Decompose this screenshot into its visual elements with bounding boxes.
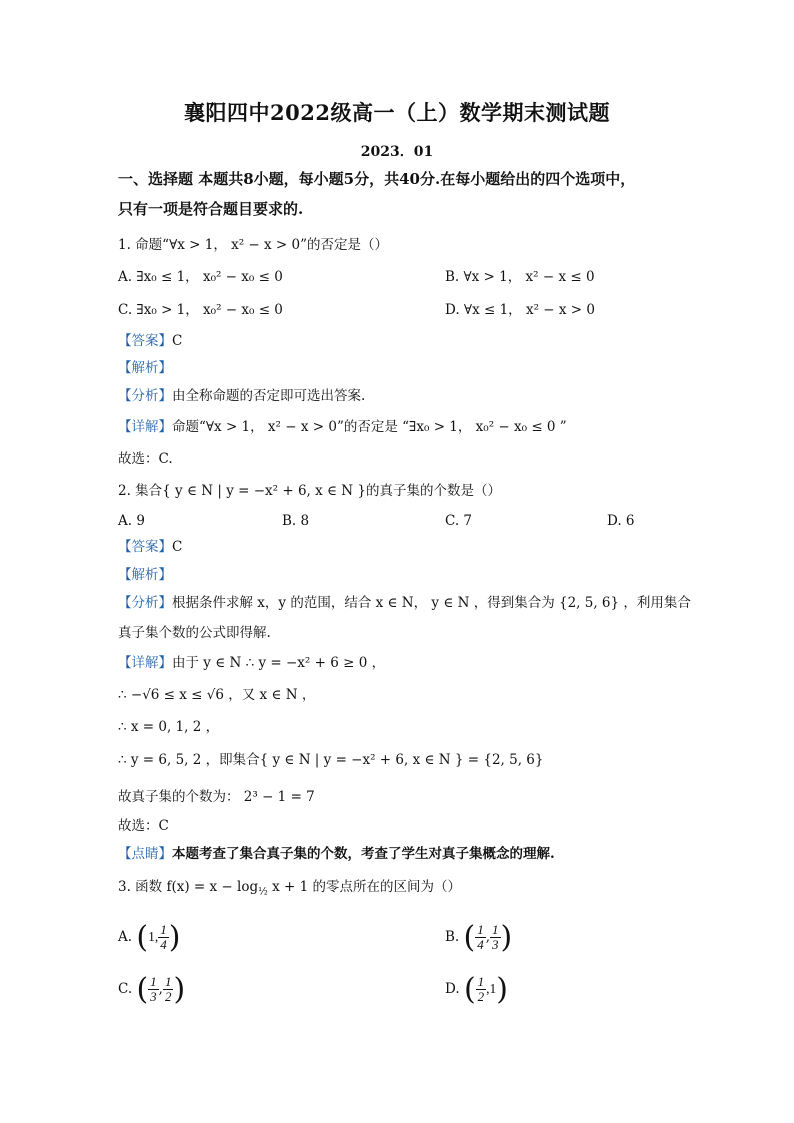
numerator: 1 (160, 922, 167, 937)
numerator: 1 (164, 974, 172, 989)
q1-fenxi-row (118, 387, 365, 405)
left-paren: ( (463, 920, 476, 955)
q1-fenxi: 由全称命题的否定即可选出答案. (172, 388, 366, 404)
q2-option-c: C. 7 (445, 513, 473, 529)
option-label: C. (118, 981, 133, 997)
denominator: 4 (160, 937, 167, 952)
q3-option-b: B. ( $\frac{1}{4}$ , $\frac{1}{3}$ ) (445, 920, 513, 955)
q1-answer-row (118, 332, 182, 350)
q1-answer: C (172, 333, 183, 349)
fraction (476, 975, 487, 1004)
q2-step-2: ∴ −√6 ≤ x ≤ √6 ，又 x ∈ N ， (118, 687, 316, 703)
q2-option-b: B. 8 (282, 513, 310, 529)
q2-fenxi-row1 (118, 594, 691, 612)
q2-option-d: D. 6 (607, 513, 635, 529)
answer-tag: 【答案】 (118, 539, 172, 555)
q3-stem (118, 878, 461, 902)
q2-step-3: ∴ x = 0, 1, 2 ， (118, 719, 220, 735)
denominator: 2 (477, 989, 485, 1004)
xiangjie-tag: 【详解】 (118, 419, 172, 435)
exam-date: 2023．01 (360, 144, 434, 160)
right-paren: ) (168, 920, 181, 955)
q2-conclusion: 故选：C (118, 818, 169, 834)
section-heading-line1: 一、选择题 本题共8小题，每小题5分，共40分.在每小题给出的四个选项中， (118, 170, 636, 188)
denominator: 4 (477, 937, 484, 952)
q2-stem: 2. 集合{ y ∈ N | y = −x² + 6, x ∈ N }的真子集的个数是（） (118, 483, 502, 499)
denominator: 2 (164, 989, 172, 1004)
right-paren: ) (496, 972, 508, 1007)
q1-analysis-tag: 【解析】 (118, 360, 172, 376)
q3-stem-post: x + 1 的零点所在的区间为（） (267, 879, 461, 895)
option-label: A. (118, 929, 133, 945)
right-paren: ) (173, 972, 186, 1007)
fenxi-tag: 【分析】 (118, 595, 172, 611)
q2-fenxi-1: 根据条件求解 x，y 的范围，结合 x ∈ N， y ∈ N ，得到集合为 {2, 5, 6} ，利用集合 (172, 595, 691, 611)
q1-xiangjie-row (118, 418, 567, 436)
dianjing-tag: 【点睛】 (118, 846, 172, 862)
option-label: B. (445, 929, 460, 945)
q2-fenxi-2: 真子集个数的公式即得解. (118, 625, 271, 641)
interval-right: ,1 (486, 981, 497, 996)
q2-xiangjie-row (118, 654, 385, 672)
fraction (158, 923, 169, 952)
q1-xiangjie: 命题“∀x > 1， x² − x > 0”的否定是 “∃x₀ > 1， x₀² − x₀ ≤ 0 ” (172, 419, 567, 435)
q1-option-c: C. ∃x₀ > 1， x₀² − x₀ ≤ 0 (118, 302, 283, 318)
left-paren: ( (136, 972, 149, 1007)
q2-analysis-tag: 【解析】 (118, 567, 172, 583)
numerator: 1 (477, 922, 484, 937)
q3-option-c: C. ( $\frac{1}{3}$ , $\frac{1}{2}$ ) (118, 972, 186, 1007)
fraction (475, 923, 486, 952)
q1-stem: 1. 命题“∀x > 1， x² − x > 0”的否定是（） (118, 237, 389, 253)
fraction (148, 975, 159, 1004)
q2-dianjing: 本题考查了集合真子集的个数，考查了学生对真子集概念的理解. (172, 846, 555, 862)
xiangjie-tag: 【详解】 (118, 655, 172, 671)
numerator: 1 (477, 974, 485, 989)
interval-left: 1, (148, 929, 159, 944)
left-paren: ( (463, 972, 476, 1007)
q3-option-d (445, 972, 508, 1007)
q1-option-b: B. ∀x > 1， x² − x ≤ 0 (445, 269, 595, 285)
right-paren: ) (500, 920, 513, 955)
section-heading-line2: 只有一项是符合题目要求的. (118, 200, 304, 218)
answer-tag: 【答案】 (118, 333, 172, 349)
q2-answer: C (172, 539, 183, 555)
numerator: 1 (150, 974, 157, 989)
q1-conclusion: 故选：C. (118, 451, 173, 467)
fenxi-tag: 【分析】 (118, 388, 172, 404)
q3-option-a (118, 920, 180, 955)
q3-log-base: ½ (258, 886, 268, 898)
fraction (490, 923, 501, 952)
fraction (163, 975, 174, 1004)
denominator: 3 (150, 989, 157, 1004)
page-title: 襄阳四中2022级高一（上）数学期末测试题 (184, 100, 610, 125)
q2-step-5: 故真子集的个数为： 2³ − 1 = 7 (118, 789, 315, 805)
q2-step-1: 由于 y ∈ N ∴ y = −x² + 6 ≥ 0 ， (172, 655, 386, 671)
left-paren: ( (136, 920, 149, 955)
q3-stem-pre: 3. 函数 f(x) = x − log (118, 879, 259, 895)
q2-answer-row (118, 538, 182, 556)
q2-dianjing-row (118, 845, 555, 863)
q1-option-d: D. ∀x ≤ 1， x² − x > 0 (445, 302, 595, 318)
q2-step-4: ∴ y = 6, 5, 2 ，即集合{ y ∈ N | y = −x² + 6, x ∈ N } = {2, 5, 6} (118, 752, 544, 768)
numerator: 1 (492, 922, 499, 937)
q2-option-a: A. 9 (118, 513, 145, 529)
option-label: D. (445, 981, 460, 997)
q1-option-a: A. ∃x₀ ≤ 1， x₀² − x₀ ≤ 0 (118, 269, 283, 285)
denominator: 3 (492, 937, 499, 952)
